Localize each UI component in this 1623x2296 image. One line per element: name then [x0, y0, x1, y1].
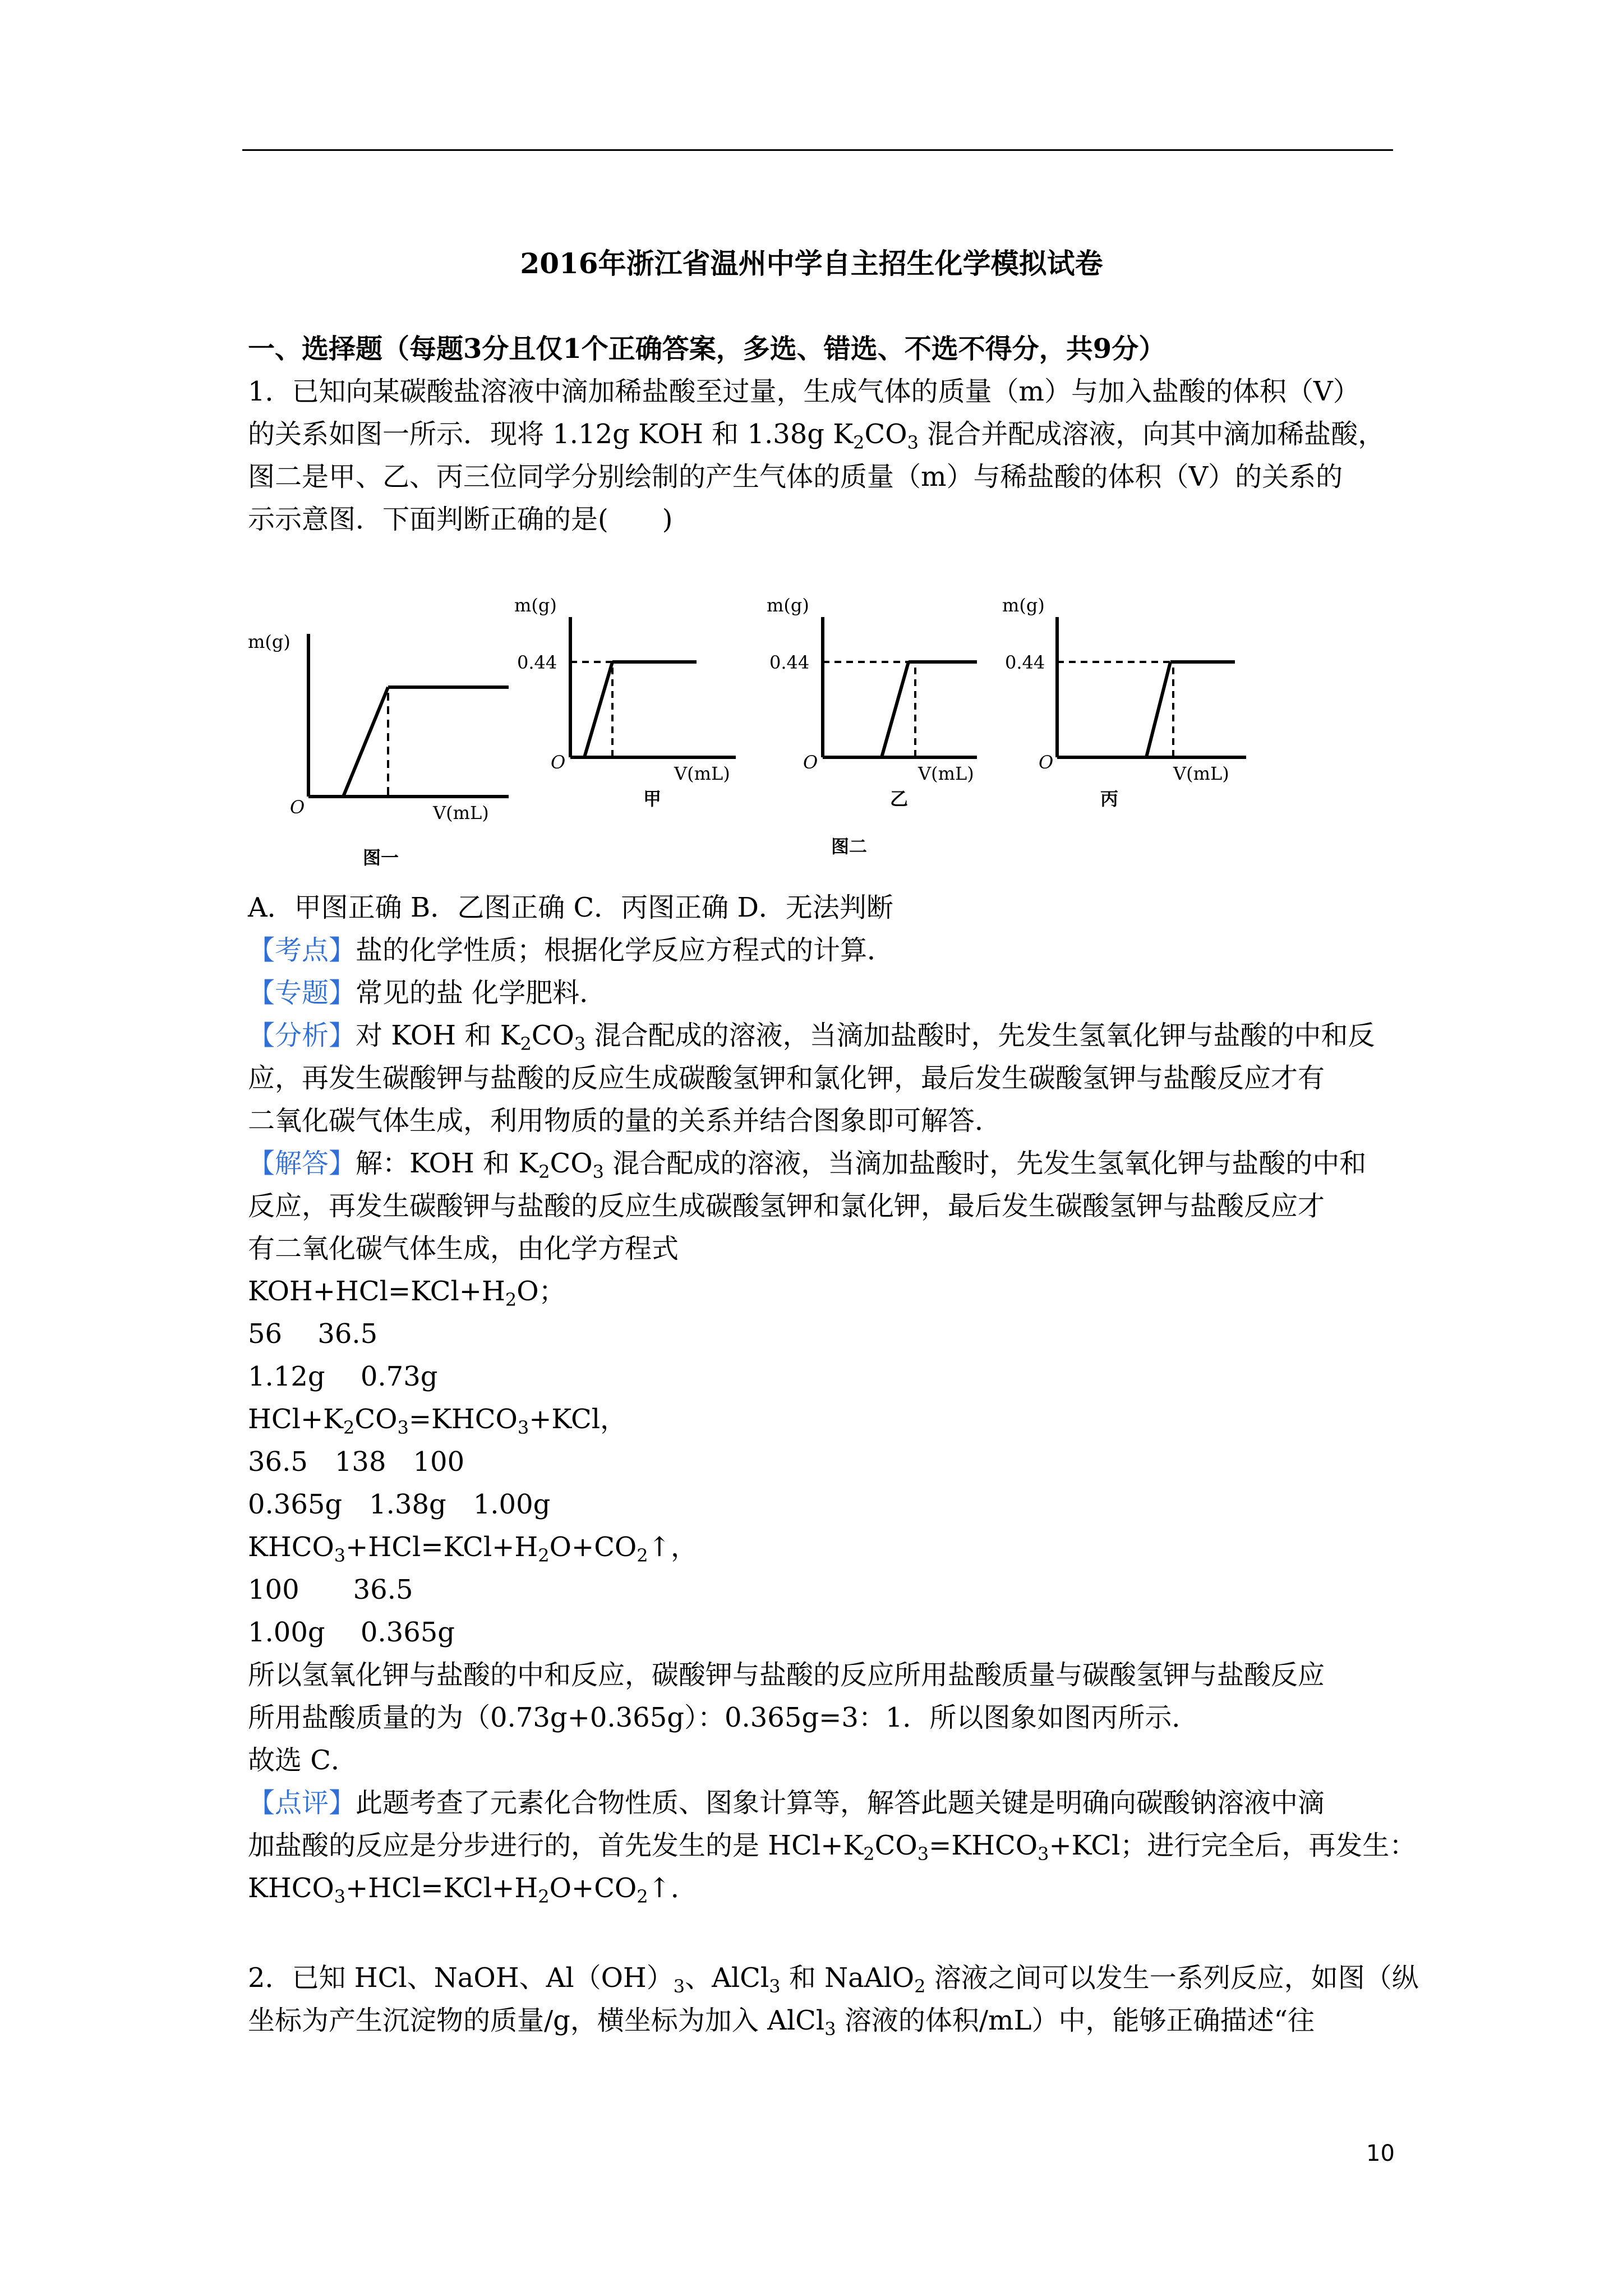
- q1-line-2: 的关系如图一所示．现将 1.12g KOH 和 1.38g $K_2CO_3$ 混合并配成溶液，向其中滴加稀盐酸，: [248, 418, 1385, 453]
- jia-y-label: m(g): [514, 595, 557, 616]
- q1-line-4: 示示意图．下面判断正确的是( ): [248, 504, 673, 535]
- equation-2-mass: 36.5 138 100: [248, 1446, 465, 1478]
- equation-3-values: 1.00g 0.365g: [248, 1617, 455, 1648]
- jieda-tag: 【解答】: [248, 1148, 356, 1179]
- kaodian-row: [248, 933, 894, 967]
- bing-y-label: m(g): [1002, 595, 1045, 616]
- q2-line-1: 2．已知 HCl、NaOH、$Al(OH)_3$、AlCl$_3$ 和 NaAlO$_2$ 溶液之间可以发生一系列反应，如图（纵: [248, 1962, 1419, 1997]
- dianping-line-3: $KHCO_3+HCl=KCl+H_2O+CO_2↑$．: [248, 1872, 698, 1907]
- bing-rise-line: [1146, 662, 1170, 757]
- equation-2-values: 0.365g 1.38g 1.00g: [248, 1489, 551, 1520]
- q2-line-2: 坐标为产生沉淀物的质量/g，横坐标为加入 AlCl$_3$ 溶液的体积/mL）中，能够正确描述“往: [248, 2005, 1315, 2040]
- conclusion-line-2: 所用盐酸质量的为（0.73g+0.365g）：0.365g=3：1．所以图象如图丙所示．: [248, 1702, 1199, 1733]
- fig1-rise-line: [343, 687, 388, 797]
- yi-panel-label: 乙: [890, 788, 909, 809]
- dianping-line-2: 加盐酸的反应是分步进行的，首先发生的是 $HCl+K_2CO_3=KHCO_3+KCl$；进行完全后，再发生：: [248, 1830, 1417, 1865]
- fig2-caption: 图二: [831, 836, 868, 857]
- bing-origin: O: [1039, 752, 1054, 773]
- jia-rise-line: [584, 662, 612, 757]
- fenxi-line-3: 二氧化碳气体生成，利用物质的量的关系并结合图象即可解答．: [248, 1105, 1002, 1137]
- jieda-line-3: 有二氧化碳气体生成，由化学方程式: [248, 1233, 679, 1264]
- jia-y-tick: 0.44: [517, 652, 557, 673]
- zhuanti-row: [248, 976, 606, 1010]
- fig1-x-label: V(mL): [433, 802, 489, 823]
- yi-y-tick: 0.44: [769, 652, 810, 673]
- q1-line-3: 图二是甲、乙、丙三位同学分别绘制的产生气体的质量（m）与稀盐酸的体积（V）的关系的: [248, 461, 1343, 493]
- page-number: 10: [1366, 2141, 1395, 2166]
- zhuanti-tag: 【专题】: [248, 977, 356, 1009]
- yi-x-label: V(mL): [918, 763, 974, 784]
- fenxi-line-1: 【分析】对 KOH 和 $K_2CO_3$ 混合配成的溶液，当滴加盐酸时，先发生氢氧化钾与盐酸的中和反: [248, 1020, 1375, 1055]
- fig1-caption: 图一: [363, 847, 399, 868]
- bing-x-label: V(mL): [1173, 763, 1229, 784]
- dianping-tag: 【点评】: [248, 1787, 356, 1819]
- page-title: 2016年浙江省温州中学自主招生化学模拟试卷: [520, 247, 1103, 280]
- kaodian-text: 盐的化学性质；根据化学反应方程式的计算．: [356, 935, 895, 966]
- bing-panel-label: 丙: [1100, 788, 1119, 809]
- equation-1-mass: 56 36.5: [248, 1318, 378, 1350]
- dianping-line-1: 【点评】此题考查了元素化合物性质、图象计算等，解答此题关键是明确向碳酸钠溶液中滴: [248, 1787, 1325, 1819]
- q1-figure: [242, 583, 1274, 875]
- equation-3: $KHCO_3+HCl=KCl+H_2O+CO_2↑$，: [248, 1531, 698, 1566]
- equation-1: $KOH+HCl=KCl+H_2O$；: [248, 1276, 566, 1310]
- answer-line: 故选 C．: [248, 1745, 358, 1776]
- jieda-line-1: 【解答】解：KOH 和 $K_2CO_3$ 混合配成的溶液，当滴加盐酸时，先发生氢氧化钾与盐酸的中和: [248, 1148, 1367, 1182]
- equation-3-mass: 100 36.5: [248, 1574, 413, 1605]
- section-heading: 一、选择题（每题3分且仅1个正确答案，多选、错选、不选不得分，共9分）: [248, 333, 1166, 365]
- jieda-line-2: 反应，再发生碳酸钾与盐酸的反应生成碳酸氢钾和氯化钾，最后发生碳酸氢钾与盐酸反应才: [248, 1190, 1325, 1222]
- q1-graphs: [242, 583, 1274, 875]
- fenxi-line-2: 应，再发生碳酸钾与盐酸的反应生成碳酸氢钾和氯化钾，最后发生碳酸氢钾与盐酸反应才有: [248, 1062, 1325, 1094]
- equation-1-values: 1.12g 0.73g: [248, 1361, 438, 1392]
- q1-line-1: 1．已知向某碳酸盐溶液中滴加稀盐酸至过量，生成气体的质量（m）与加入盐酸的体积（V）: [248, 376, 1360, 407]
- fenxi-tag: 【分析】: [248, 1020, 356, 1051]
- zhuanti-text: 常见的盐 化学肥料．: [356, 977, 607, 1009]
- header-rule: [242, 149, 1393, 151]
- q1-options: A．甲图正确 B．乙图正确 C．丙图正确 D．无法判断: [248, 892, 893, 923]
- yi-origin: O: [803, 752, 818, 773]
- yi-rise-line: [882, 662, 909, 757]
- bing-y-tick: 0.44: [1005, 652, 1045, 673]
- conclusion-line-1: 所以氢氧化钾与盐酸的中和反应，碳酸钾与盐酸的反应所用盐酸质量与碳酸氢钾与盐酸反应: [248, 1659, 1325, 1691]
- yi-y-label: m(g): [767, 595, 809, 616]
- fig1-origin: O: [290, 797, 305, 818]
- fig1-y-label: m(g): [248, 631, 291, 652]
- jia-panel-label: 甲: [643, 788, 662, 809]
- jia-x-label: V(mL): [674, 763, 730, 784]
- equation-2: $HCl+K_2CO_3=KHCO_3+KCl$，: [248, 1404, 628, 1438]
- jia-origin: O: [551, 752, 566, 773]
- kaodian-tag: 【考点】: [248, 935, 356, 966]
